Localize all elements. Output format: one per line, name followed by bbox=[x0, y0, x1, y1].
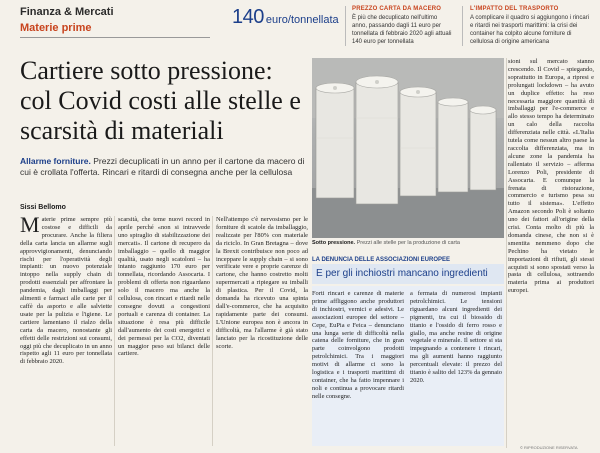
caption-text: Prezzi alle stelle per la produzione di carta bbox=[355, 240, 460, 246]
byline: Sissi Bellomo bbox=[20, 204, 66, 211]
standfirst-lead: Allarme forniture. bbox=[20, 156, 91, 166]
dropcap: M bbox=[20, 212, 40, 237]
standfirst-text: Prezzi decuplicati in un anno per il cartone da macero di cui è crollata l'offerta. Rincari e ritardi di consegna anche per la cellulosa bbox=[20, 156, 305, 177]
article-column-3: Nell'attempo c'è nervosismo per le forniture di scatole da imballaggio, realizzate per l'80% con materiale da riciclo. In Gran Bretagna – dove la Brexit contribuisce non poco ad inceppare le supply chain – si sono verificate vere e proprie carenze di cartone, che hanno costretto molti supermercati a ripiegare su imballi di plastica. Per il Covid, la domanda ha ricevuto una spinta dall'e-commerce, che ha acquisito rapidamente parte dei consumi. L'Unione europea non è ancora in difficoltà, ma l'allarme è già stato lanciato per la ricostituzione delle scorte. bbox=[216, 216, 308, 350]
kpi-unit: euro/tonnellata bbox=[265, 14, 339, 26]
transport-divider bbox=[462, 6, 463, 46]
copyright-note: © RIPRODUZIONE RISERVATA bbox=[520, 445, 578, 450]
sidebar-column-2: a fermata di numerosi impianti petrolchimici. Le tensioni riguardano alcuni ingredienti dei pigmenti, tra cui il biossido di titanio e l'ossido di ferro rosso e giallo, ma anche resine di origine vegetale e minerale. Il settore si sta impegnando a contenere i rincari, ma gli aumenti hanno raggiunto percentuali elevate: il prezzo del titanio è salito del 123% da gennaio 2020. bbox=[410, 290, 502, 384]
caption-lead: Sotto pressione. bbox=[312, 240, 356, 246]
sidebar-tag: LA DENUNCIA DELLE ASSOCIAZIONI EUROPEE bbox=[312, 257, 451, 263]
transport-box-body: A complicare il quadro si aggiungono i rincari e ritardi nei trasporti marittimi: la crisi dei container ha colpito alcune forniture di cellulosa di origine americana bbox=[470, 15, 590, 45]
price-box-title: PREZZO CARTA DA MACERO bbox=[352, 6, 442, 12]
kpi-divider bbox=[345, 6, 346, 46]
column-divider bbox=[506, 58, 507, 448]
section-label: Finanza & Mercati bbox=[20, 6, 114, 18]
header-rule bbox=[20, 37, 210, 38]
transport-box-title: L'IMPATTO DEL TRASPORTO bbox=[470, 6, 559, 12]
standfirst bbox=[20, 156, 310, 178]
price-box bbox=[352, 6, 452, 46]
article-column-4: sioni sul mercato stanno crescendo. Il Covid – spiegando, soprattutto in Europa, a ripresi e prolungati lockdown – ha avuto un duplice effetto: ha reso necessaria maggiore quantità di imballaggi per l'e-commerce e allo stesso tempo ha determinato un calo della raccolta differenziata nelle città. «L'Italia tutela come nessun altro paese la raccolta differenziata, ma in alcune zone la pandemia ha rallentato il servizio – afferma Lorenzo Poli, presidente di Assocarta. E comunque la frenata di ristorazione, commercio e turismo pesa su tutto il sistema». L'effetto Amazon secondo Poli è soltanto uno dei fattori all'origine della crisi. Conta molto di più la domanda cinese, che non si è smentita nemmeno dopo che Pechino ha vietato le importazioni di rifiuti, gli stessi acquisti si sono spostati verso la pasta di cellulosa, sottraendo materia prima ai produttori europei. bbox=[508, 58, 594, 295]
article-column-2: scarsità, che teme nuovi record in aprile perché «non si intravvede uno spiraglio di stabilizzazione dei mercati». Il cartone di recupero da imballaggio – quello di maggior qualità, usato negli scatoloni – ha intanto raggiunto 170 euro per tonnellata, ricordando Assocarta. I problemi di offerta non riguardano solo il macero ma anche la cellulosa, con rincari e ritardi nelle consegne dovuti a congestioni portuali e carenza di container. La situazione è resa più difficile dall'aumento dei costi energetici e dei permessi per la CO2, diventati un maggior peso sui bilanci delle cartiere. bbox=[118, 216, 210, 358]
price-kpi bbox=[232, 6, 339, 29]
sidebar-headline: E per gli inchiostri mancano ingredienti bbox=[312, 264, 504, 284]
article-column-1 bbox=[20, 212, 112, 366]
subsection-label: Materie prime bbox=[20, 22, 92, 34]
column-divider bbox=[212, 216, 213, 446]
photo-caption bbox=[312, 240, 504, 246]
sidebar-column-1: Forti rincari e carenze di materie prime affliggono anche produttori di inchiostri, vernici e adesivi. Le associazioni europee del settore – Cepe, EuPia e Feica – denunciano una lunga serie di difficoltà nella catena delle forniture, che in gran parte coinvolgono prodotti petrolchimici. Tra i maggiori motivi di allarme ci sono la logistica e i trasporti marittimi di container, che ha fatto impennare i noli e continua a provocare ritardi nelle consegne. bbox=[312, 290, 404, 400]
price-box-body: È più che decuplicato nell'ultimo anno, passando dagli 11 euro per tonnellata di febbraio 2020 agli attuali 140 euro per tonnellata bbox=[352, 15, 452, 45]
transport-box bbox=[470, 6, 594, 46]
paper-rolls-photo bbox=[312, 58, 504, 238]
column-1-text: aterie prime sempre più costose e difficili da procurare. Anche la filiera della carta lancia un allarme sugli approvvigionamenti, denunciando rischi per l'operatività degli impianti: un nuovo potenziale intoppo nella supply chain di prodotti essenziali per affrontare la pandemia, dagli imballaggi per alimenti e farmaci alle carte per il caffè da asporto e alle salviette usate per la pulizia e l'igiene. Le cartiere lamentano il rialzo della carta da macero, nonostante gli effetti delle restrizioni sui consumi, oggi più che decuplicato in un anno rispetto agli 11 euro per tonnellata di febbraio 2020. bbox=[20, 216, 112, 366]
kpi-value: 140 bbox=[232, 6, 264, 28]
column-divider bbox=[114, 216, 115, 446]
article-title: Cartiere sotto pressione: col Covid costi alle stelle e scarsità di materiali bbox=[20, 56, 301, 145]
